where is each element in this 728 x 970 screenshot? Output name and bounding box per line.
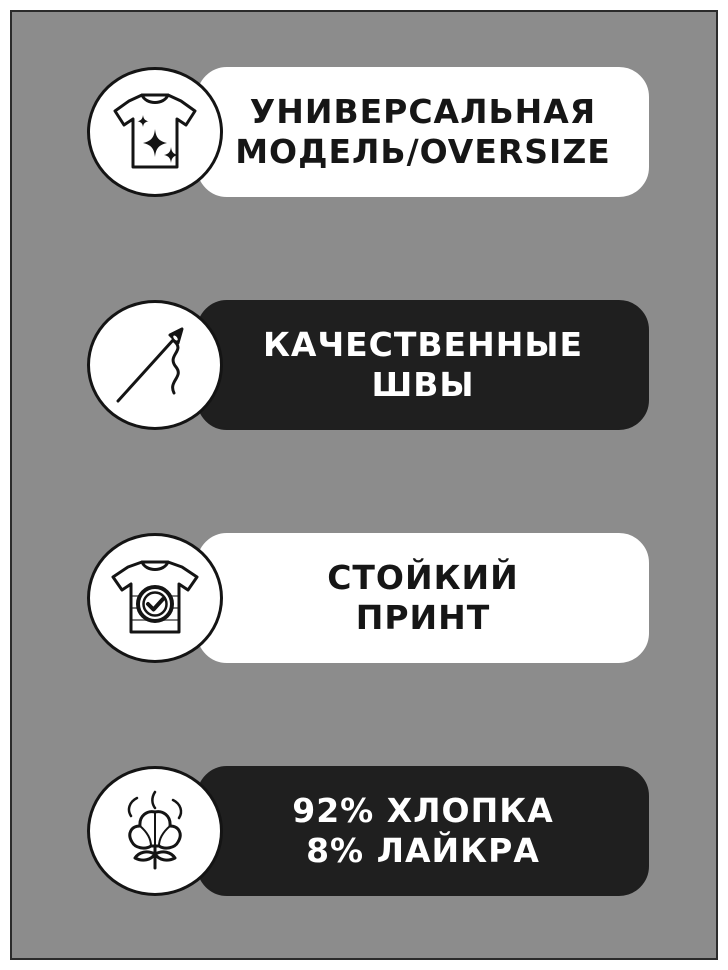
feature-text-line: 92% ХЛОПКА xyxy=(292,790,554,830)
feature-text-line: 8% ЛАЙКРА xyxy=(306,831,540,870)
feature-text-line: КАЧЕСТВЕННЫЕ xyxy=(262,324,584,364)
poster-frame xyxy=(10,10,718,960)
feature-text xyxy=(219,92,627,173)
tshirt-sparkle-icon xyxy=(109,89,201,175)
feature-icon-badge xyxy=(87,533,223,663)
feature-pill xyxy=(197,67,649,197)
feature-text xyxy=(276,791,570,872)
feature-list xyxy=(12,12,716,958)
needle-thread-icon xyxy=(108,321,202,409)
feature-icon-badge xyxy=(87,67,223,197)
feature-text xyxy=(247,325,599,406)
feature-icon-badge xyxy=(87,300,223,430)
cotton-flower-icon xyxy=(107,788,203,874)
feature-text-line: СТОЙКИЙ xyxy=(327,557,519,597)
feature-icon-badge xyxy=(87,766,223,896)
feature-item xyxy=(87,300,649,430)
feature-pill xyxy=(197,766,649,896)
feature-text-line: ШВЫ xyxy=(371,365,475,404)
feature-pill xyxy=(197,300,649,430)
feature-pill xyxy=(197,533,649,663)
feature-text-line: МОДЕЛЬ/OVERSIZE xyxy=(235,132,611,171)
feature-item xyxy=(87,67,649,197)
feature-text xyxy=(311,558,535,639)
feature-item xyxy=(87,533,649,663)
feature-text-line: УНИВЕРСАЛЬНАЯ xyxy=(249,91,597,131)
feature-item xyxy=(87,766,649,896)
feature-text-line: ПРИНТ xyxy=(355,598,491,637)
tshirt-check-icon xyxy=(106,556,204,640)
